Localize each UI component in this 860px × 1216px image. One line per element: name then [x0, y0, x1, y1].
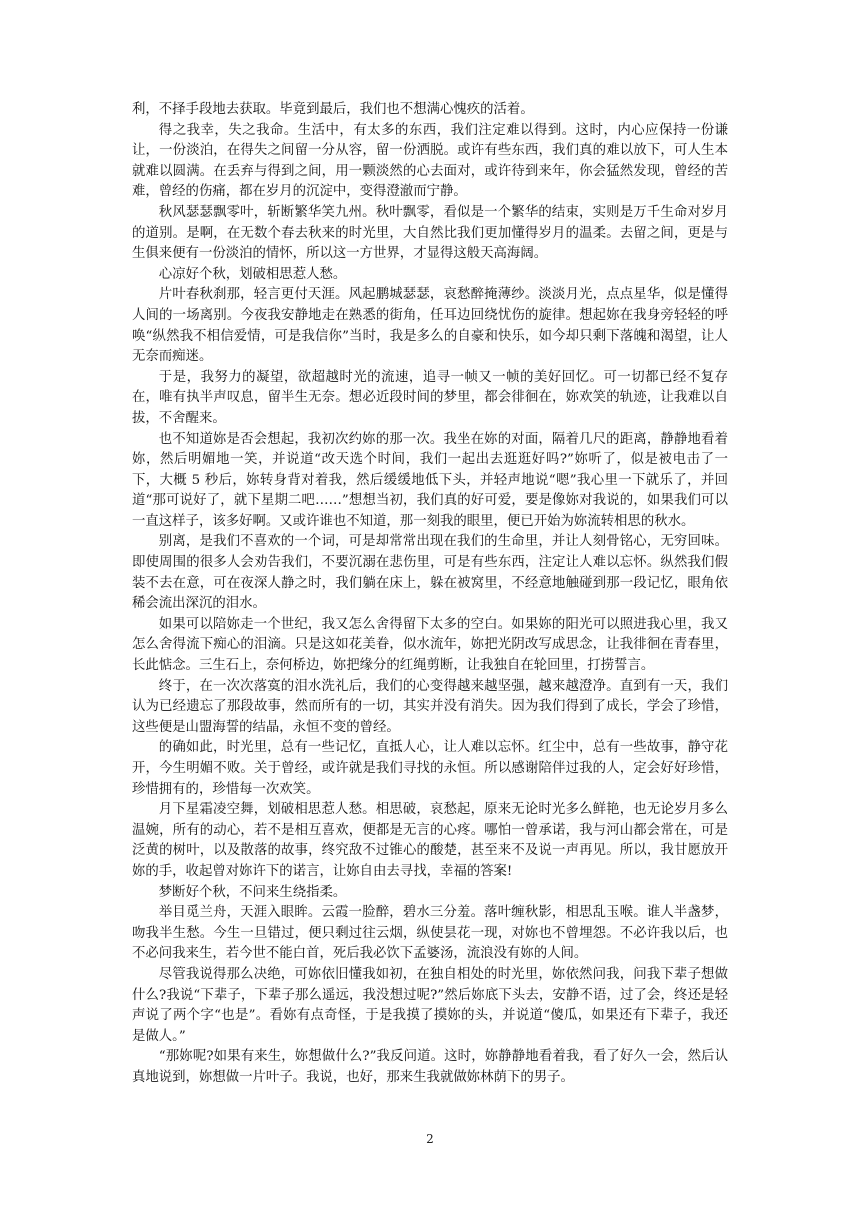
- paragraph: 尽管我说得那么决绝，可妳依旧懂我如初，在独自相处的时光里，妳依然问我，问我下辈子想做什么?我说“下辈子，下辈子那么遥远，我没想过呢?”然后妳底下头去，安静不语，过了会，终还是轻声说了两个字“也是”。看妳有点奇怪，于是我摸了摸妳的头，并说道“傻瓜，如果还有下辈子，我还是做人。”: [132, 966, 728, 1044]
- page-number: 2: [426, 1132, 434, 1146]
- paragraph: 的确如此，时光里，总有一些记忆，直抵人心，让人难以忘怀。红尘中，总有一些故事，静守花开，今生明媚不败。关于曾经，或许就是我们寻找的永恒。所以感谢陪伴过我的人，定会好好珍惜，珍惜拥有的，珍惜每一次欢笑。: [132, 740, 728, 797]
- paragraph: 心凉好个秋，划破相思惹人愁。: [158, 266, 347, 282]
- paragraph: 也不知道妳是否会想起，我初次约妳的那一次。我坐在妳的对面，隔着几尺的距离，静静地看着妳，然后明媚地一笑，并说道“改天选个时间，我们一起出去逛逛好吗?”妳听了，似是被电击了一下，大概 5 秒后，妳转身背对着我，然后缓缓地低下头，并轻声地说“嗯”我心里一下就乐了，并回道“那可说好了，就下星期二吧……”想想当初，我们真的好可爱，要是像妳对我说的，如果我们可以一直这样子，该多好啊。又或许谁也不知道，那一刻我的眼里，便已开始为妳流转相思的秋水。: [132, 431, 728, 529]
- paragraph: 别离，是我们不喜欢的一个词，可是却常常出现在我们的生命里，并让人刻骨铭心，无穷回味。即使周围的很多人会劝告我们，不要沉溺在悲伤里，可是有些东西，注定让人难以忘怀。纵然我们假装不去在意，可在夜深人静之时，我们躺在床上，躲在被窝里，不经意地触碰到那一段记忆，眼角依稀会流出深沉的泪水。: [132, 534, 728, 612]
- paragraph: 如果可以陪妳走一个世纪，我又怎么舍得留下太多的空白。如果妳的阳光可以照进我心里，我又怎么舍得流下痴心的泪滴。只是这如花美眷，似水流年，妳把光阴改写成思念，让我徘徊在青春里，长此惦念。三生石上，奈何桥边，妳把缘分的红绳剪断，让我独自在轮回里，打捞誓言。: [132, 616, 728, 674]
- paragraph: 梦断好个秋，不问来生绕指柔。: [158, 884, 347, 900]
- paragraph: 终于，在一次次落寞的泪水洗礼后，我们的心变得越来越坚强，越来越澄净。直到有一天，我们认为已经遗忘了那段故事，然而所有的一切，其实并没有消失。因为我们得到了成长，学会了珍惜，这些便是山盟海誓的结晶，永恒不变的曾经。: [132, 678, 728, 735]
- paragraph: “那妳呢?如果有来生，妳想做什么?”我反问道。这时，妳静静地看着我，看了好久一会，然后认真地说到，妳想做一片叶子。我说，也好，那来生我就做妳林荫下的男子。: [132, 1049, 728, 1085]
- paragraph: 举目觅兰舟，天涯入眼眸。云霞一脸醉，碧水三分羞。落叶缠秋影，相思乱玉喉。谁人半盏梦，吻我半生愁。今生一旦错过，便只剩过往云烟，纵使昙花一现，对妳也不曾埋怨。不必许我以后，也不必问我来生，若今世不能白首，死后我必饮下孟婆汤，流浪没有妳的人间。: [132, 905, 728, 962]
- paragraph: 月下星霜凌空舞，划破相思惹人愁。相思破，哀愁起，原来无论时光多么鲜艳，也无论岁月多么温婉，所有的动心，若不是相互喜欢，便都是无言的心疼。哪怕一曾承诺，我与河山都会常在，可是泛黄的树叶，以及散落的故事，终究敌不过锥心的酸楚，甚至来不及说一声再见。所以，我甘愿放开妳的手，收起曾对妳许下的诺言，让妳自由去寻找，幸福的答案!: [132, 802, 728, 879]
- document-body: [132, 100, 728, 1089]
- paragraph: 片叶春秋刹那，轻言更付天涯。风起鹏城瑟瑟，哀愁醉掩薄纱。淡淡月光，点点星华，似是懂得人间的一场离别。今夜我安静地走在熟悉的街角，任耳边回绕忧伤的旋律。想起妳在我身旁轻轻的呼唤“纵然我不相信爱情，可是我信你”当时，我是多么的自豪和快乐，如今却只剩下落魄和渴望，让人无奈而痴迷。: [132, 287, 728, 365]
- paragraph: 得之我幸，失之我命。生活中，有太多的东西，我们注定难以得到。这时，内心应保持一份谦让，一份淡泊，在得失之间留一分从容，留一份洒脱。或许有些东西，我们真的难以放下，可人生本就难以圆满。在丢弃与得到之间，用一颗淡然的心去面对，或许待到来年，你会猛然发现，曾经的苦难，曾经的伤痛，都在岁月的沉淀中，变得澄澈而宁静。: [132, 122, 728, 200]
- paragraph: 利，不择手段地去获取。毕竟到最后，我们也不想满心愧疚的活着。: [132, 102, 534, 117]
- paragraph: 秋风瑟瑟飘零叶，斩断繁华笑九州。秋叶飘零，看似是一个繁华的结束，实则是万千生命对岁月的道别。是啊，在无数个春去秋来的时光里，大自然比我们更加懂得岁月的温柔。去留之间，更是与生俱来便有一份淡泊的情怀，所以这一方世界，才显得这般天高海阔。: [132, 204, 728, 262]
- paragraph: 于是，我努力的凝望，欲超越时光的流速，追寻一帧又一帧的美好回忆。可一切都已经不复存在，唯有执半声叹息，留半生无奈。想必近段时间的梦里，都会徘徊在，妳欢笑的轨迹，让我难以自拔，不舍醒来。: [132, 369, 728, 426]
